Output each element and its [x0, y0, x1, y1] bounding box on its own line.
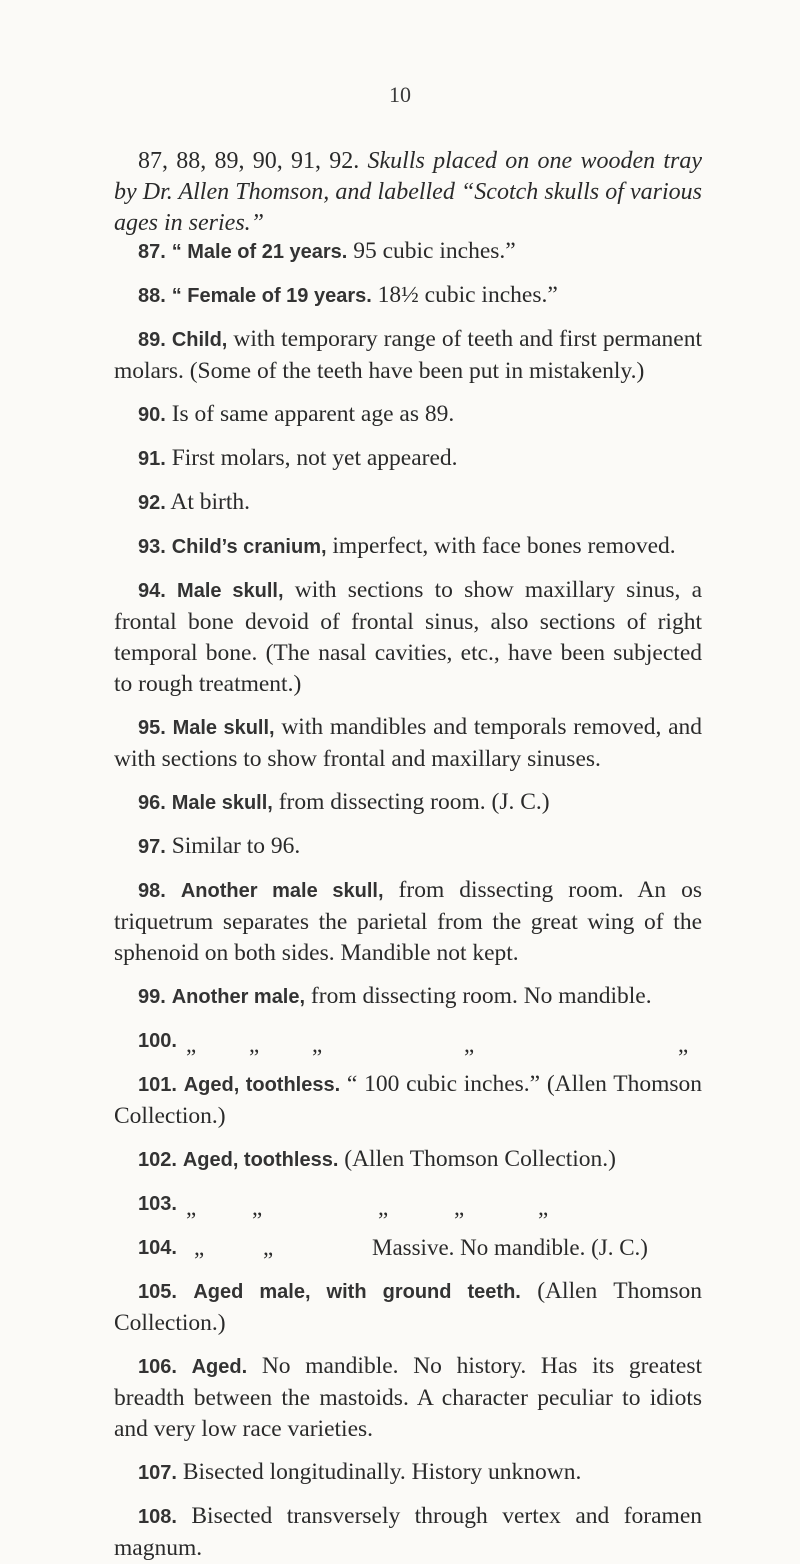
entry-text: Massive. No mandible. (J. C.): [372, 1235, 648, 1260]
entry-text: Bisected transversely through vertex and foramen magnum.: [114, 1503, 702, 1561]
ditto-mark: „: [678, 1032, 689, 1057]
entry-number: 102.: [138, 1149, 177, 1171]
entry-text: 18½ cubic inches.”: [371, 282, 558, 308]
entry-107: [114, 1457, 702, 1489]
entry-number: 90.: [138, 404, 166, 426]
entry-text: (Allen Thomson Collection.): [114, 1278, 703, 1336]
entry-text: “ 100 cubic inches.” (Allen Thomson Collection.): [114, 1071, 702, 1129]
entry-94: [114, 575, 702, 700]
entry-89: [114, 324, 702, 387]
entry-number: 103.: [138, 1193, 177, 1215]
entry-100: [114, 1025, 702, 1057]
entry-text: (Allen Thomson Collection.): [338, 1146, 617, 1172]
entry-text: from dissecting room. No mandible.: [305, 983, 652, 1009]
ditto-mark: „: [464, 1032, 475, 1057]
entry-number: 94.: [138, 580, 166, 602]
entry-number: 98.: [138, 880, 166, 902]
entry-96: [114, 787, 702, 819]
entry-text: with mandibles and temporals removed, and with sections to show frontal and maxillary sinuses.: [114, 714, 703, 772]
entry-subject: Child’s cranium,: [171, 536, 327, 558]
entry-subject: Aged male, with ground teeth.: [193, 1281, 521, 1303]
entry-number: 91.: [138, 448, 166, 470]
entry-number: 87.: [138, 241, 166, 263]
entry-number: 106.: [138, 1356, 177, 1378]
entry-number: 105.: [138, 1281, 177, 1303]
entry-text: First molars, not yet appeared.: [171, 445, 458, 471]
ditto-mark: „: [252, 1195, 263, 1220]
entry-number: 101.: [138, 1074, 177, 1096]
entry-88: [114, 280, 702, 312]
entry-text: Bisected longitudinally. History unknown.: [182, 1459, 582, 1485]
entry-text: from dissecting room. (J. C.): [272, 789, 550, 815]
entry-number: 104.: [138, 1237, 177, 1259]
entry-text: At birth.: [170, 489, 251, 515]
section-heading: [114, 146, 702, 239]
entry-101: [114, 1069, 702, 1132]
entry-number: 100.: [138, 1030, 177, 1052]
entry-subject: Aged, toothless.: [182, 1149, 339, 1171]
entry-number: 93.: [138, 536, 166, 558]
entry-108: [114, 1501, 702, 1564]
entry-text: 95 cubic inches.”: [347, 238, 516, 264]
ditto-mark: „: [249, 1032, 260, 1057]
ditto-mark: „: [312, 1032, 323, 1057]
entry-number: 96.: [138, 792, 166, 814]
entry-number: 95.: [138, 717, 166, 739]
entry-text: No mandible. No history. Has its greatest breadth between the mastoids. A character peculiar to idiots and very low race varieties.: [114, 1353, 703, 1442]
entry-90: [114, 399, 702, 431]
entry-text: Is of same apparent age as 89.: [171, 401, 455, 427]
entry-text: from dissecting room. An os triquetrum separates the parietal from the great wing of the sphenoid on both sides. Mandible not kept.: [114, 877, 702, 966]
entry-text: with temporary range of teeth and first permanent molars. (Some of the teeth have been put in mistakenly.): [114, 326, 703, 384]
ditto-mark: „: [454, 1195, 465, 1220]
page-number: 10: [389, 82, 411, 107]
entry-subject: Male skull,: [171, 792, 273, 814]
entry-subject: Aged.: [191, 1356, 248, 1378]
entry-87: [114, 236, 702, 268]
entry-text: with sections to show maxillary sinus, a frontal bone devoid of frontal sinus, also sections of right temporal bone. (The nasal cavities, etc., have been subjected to rough treatment.): [114, 577, 703, 697]
ditto-mark: „: [263, 1235, 274, 1260]
entry-number: 99.: [138, 986, 166, 1008]
entry-103: [114, 1188, 702, 1220]
ditto-mark: „: [378, 1195, 389, 1220]
ditto-mark: „: [194, 1235, 205, 1260]
entry-number: 107.: [138, 1462, 177, 1484]
entry-number: 88.: [138, 285, 166, 307]
entry-98: [114, 875, 702, 969]
entry-subject: “ Male of 21 years.: [171, 241, 348, 263]
entry-102: [114, 1144, 702, 1176]
entry-subject: Male skull,: [172, 717, 275, 739]
entry-subject: Another male skull,: [180, 880, 384, 902]
entry-95: [114, 712, 702, 775]
entry-subject: Male skull,: [177, 580, 284, 602]
ditto-mark: „: [186, 1032, 197, 1057]
entry-subject: Aged, toothless.: [183, 1074, 341, 1096]
entry-91: [114, 443, 702, 475]
entry-106: [114, 1351, 702, 1445]
entry-number: 92.: [138, 492, 166, 514]
entry-97: [114, 831, 702, 863]
entry-105: [114, 1276, 702, 1339]
entry-93: [114, 531, 702, 563]
ditto-mark: „: [538, 1195, 549, 1220]
ditto-mark: „: [186, 1195, 197, 1220]
entry-subject: Child,: [171, 329, 228, 351]
entry-number: 89.: [138, 329, 166, 351]
heading-numbers: 87, 88, 89, 90, 91, 92.: [138, 148, 360, 174]
entry-text: Similar to 96.: [171, 833, 301, 859]
entry-number: 108.: [138, 1506, 177, 1528]
heading-title: Skulls placed on one wooden tray by Dr. Allen Thomson, and labelled “Scotch skulls of various ages in series.”: [114, 148, 703, 236]
entry-number: 97.: [138, 836, 166, 858]
entry-92: [114, 487, 702, 519]
entry-99: [114, 981, 702, 1013]
entry-text: imperfect, with face bones removed.: [326, 533, 676, 559]
entry-subject: “ Female of 19 years.: [171, 285, 372, 307]
entry-subject: Another male,: [171, 986, 306, 1008]
